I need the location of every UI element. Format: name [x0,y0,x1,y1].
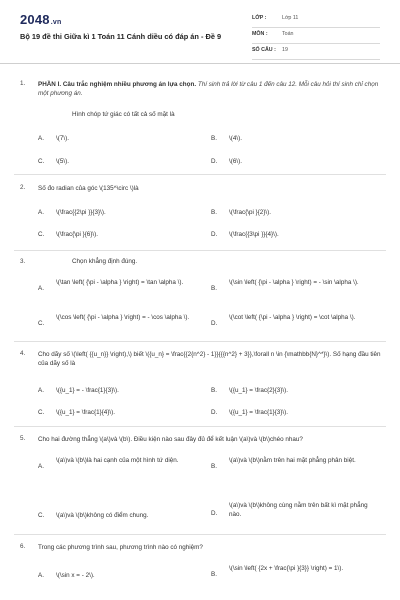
option-text: \({u_1} = - \frac{1}{3}\). [56,387,119,394]
meta-label: LỚP : [252,15,267,21]
option-text: \(7\). [56,135,69,142]
meta-row-subject [252,28,380,44]
meta-label: SỐ CÂU : [252,47,276,53]
question-text: Số đo radian của góc \(135^\circ \)là [38,185,139,192]
logo-text: 2048 [20,12,50,27]
option-letter: D. [211,510,218,517]
meta-row-count [252,44,380,60]
document-title: Bộ 19 đề thi Giữa kì 1 Toán 11 Cánh diều có đáp án - Đề 9 [20,32,222,41]
question-separator [14,341,386,342]
option-text: \(6\). [229,158,242,165]
question-text: Trong các phương trình sau, phương trình nào có nghiệm? [38,544,203,551]
option-text: \(\sin \left( {2x + \frac{\pi }{3}} \right) = 1\). [229,565,344,572]
meta-label: MÔN : [252,31,268,37]
option-text: \(\frac{\pi }{6}\). [56,231,99,238]
question-number: 3. [20,258,26,265]
meta-value: Toán [282,31,294,37]
question-separator [14,250,386,251]
question-text [38,80,383,98]
header-divider [0,63,400,64]
option-letter: D. [211,320,218,327]
option-letter: A. [38,135,44,142]
site-logo[interactable] [20,12,61,27]
question-number: 1. [20,80,26,87]
meta-row-class [252,12,380,28]
option-text: \(a\)và \(b\)không có điểm chung. [56,512,149,519]
option-letter: B. [211,285,217,292]
option-text: \(a\)và \(b\)nằm trên hai mặt phẳng phân biệt. [229,457,356,464]
option-text: \(\cot \left( {\pi - \alpha } \right) = \cot \alpha \). [229,314,356,321]
question-prompt: Chọn khẳng định đúng. [72,258,138,265]
option-text: \(\frac{\pi }{2}\). [229,209,272,216]
option-letter: D. [211,231,218,238]
question-number: 5. [20,435,26,442]
option-letter: C. [38,231,45,238]
option-letter: B. [211,209,217,216]
meta-value: Lớp 11 [282,15,299,21]
option-text: \(a\)và \(b\)không cùng nằm trên bất kì mặt phẳng nào. [229,502,368,518]
option-letter: B. [211,387,217,394]
question-separator [14,426,386,427]
option-letter: B. [211,571,217,578]
option-letter: B. [211,463,217,470]
question-text: Cho dãy số \(\left( {{u_n}} \right),\) biết \({u_n} = \frac{{2{n^2} - 1}}{{{n^2} + 3}},\forall n \in {\mathbb{N}^*}\). Số hạng đầu tiên của dãy số là [38,351,381,367]
option-text: \({u_1} = \frac{1}{3}\). [229,409,288,416]
option-text: \(\sin \left( {\pi - \alpha } \right) = - \sin \alpha \). [229,279,359,286]
option-text: \({u_1} = \frac{2}{3}\). [229,387,288,394]
option-letter: C. [38,158,45,165]
option-letter: D. [211,158,218,165]
question-number: 2. [20,184,26,191]
option-letter: D. [211,409,218,416]
option-text: \(\tan \left( {\pi - \alpha } \right) = \tan \alpha \). [56,279,184,286]
option-text: \(\sin x = - 2\). [56,572,95,579]
option-letter: B. [211,135,217,142]
option-letter: C. [38,409,45,416]
part-instructions: Thí sinh trả lời từ câu 1 đến câu 12. Mỗi câu hỏi thí sinh chỉ chọn một phương án. [38,81,379,97]
part-heading: PHẦN I. Câu trắc nghiệm nhiều phương án lựa chọn. [38,81,197,88]
document-meta [252,12,380,60]
option-text: \(\frac{{3\pi }}{4}\). [229,231,279,238]
option-text: \(\cos \left( {\pi - \alpha } \right) = - \cos \alpha \). [56,314,190,321]
logo-suffix: .vn [50,19,62,26]
option-text: \(a\)và \(b\)là hai cạnh của một hình tứ diện. [56,457,179,464]
option-text: \({u_1} = \frac{1}{4}\). [56,409,115,416]
option-letter: C. [38,320,45,327]
option-letter: C. [38,512,45,519]
question-separator [14,174,386,175]
meta-value: 19 [282,47,288,53]
option-letter: A. [38,572,44,579]
question-number: 6. [20,543,26,550]
option-letter: A. [38,463,44,470]
option-letter: A. [38,209,44,216]
option-text: \(4\). [229,135,242,142]
question-number: 4. [20,350,26,357]
option-text: \(\frac{{2\pi }}{3}\). [56,209,106,216]
question-separator [14,534,386,535]
option-text: \(5\). [56,158,69,165]
question-text: Cho hai đường thẳng \(a\)và \(b\). Điều kiện nào sau đây đủ để kết luận \(a\)và \(b\)chéo nhau? [38,436,303,443]
question-prompt: Hình chóp tứ giác có tất cả số mặt là [72,111,175,118]
document-header [0,0,400,60]
option-letter: A. [38,285,44,292]
option-letter: A. [38,387,44,394]
